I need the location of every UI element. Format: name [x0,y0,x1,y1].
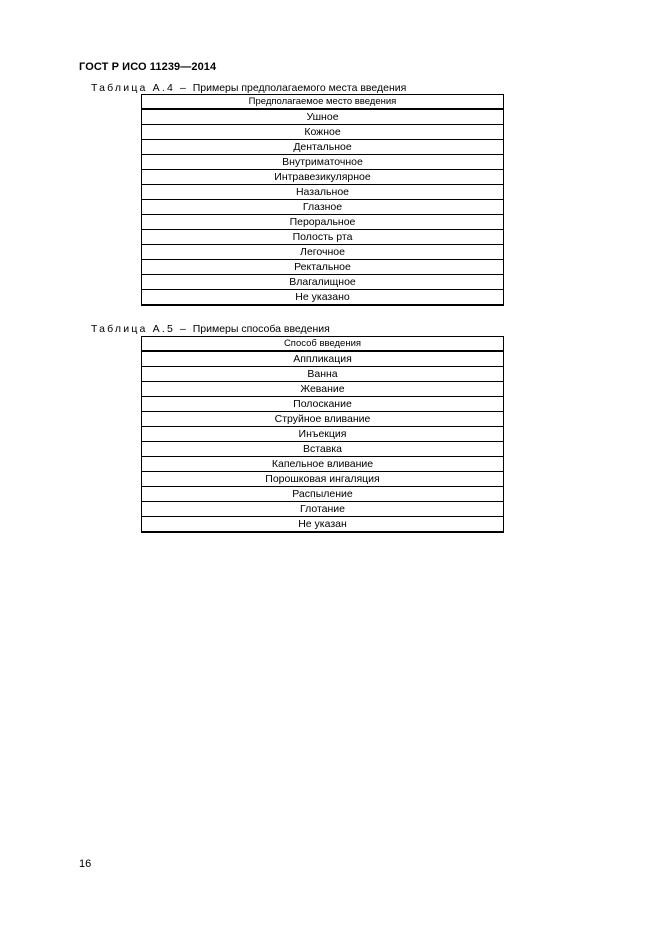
table-row [142,351,504,367]
table-cell: Струйное вливание [142,412,504,427]
table-row [142,412,504,427]
table-cell: Глазное [142,200,504,215]
document-standard-id: ГОСТ Р ИСО 11239—2014 [79,61,217,73]
table-row [142,230,504,245]
table-row [142,517,504,533]
table-cell: Влагалищное [142,275,504,290]
table-cell: Ректальное [142,260,504,275]
table-cell: Ванна [142,367,504,382]
table-cell: Пероральное [142,215,504,230]
table-cell: Полоскание [142,397,504,412]
table-cell: Полость рта [142,230,504,245]
table-a4-caption-separator: – [179,82,186,94]
table-row [142,487,504,502]
table-a4-caption-title: Примеры предполагаемого места введения [192,82,407,94]
table-row [142,140,504,155]
table-row [142,275,504,290]
table-a5-caption-prefix: Таблица А.5 [91,323,176,335]
table-cell: Интравезикулярное [142,170,504,185]
table-row [142,109,504,125]
table-a4 [141,94,504,306]
table-row [142,472,504,487]
table-cell: Дентальное [142,140,504,155]
table-cell: Не указано [142,290,504,306]
table-cell: Аппликация [293,352,352,365]
table-row [142,427,504,442]
table-cell: Капельное вливание [142,457,504,472]
table-cell: Порошковая ингаляция [142,472,504,487]
table-cell: Инъекция [142,427,504,442]
table-row [142,200,504,215]
table-row [142,260,504,275]
table-row [142,367,504,382]
table-a5 [141,336,504,533]
table-row [142,245,504,260]
table-cell: Ушное [306,110,339,123]
page-number: 16 [79,858,92,870]
table-a5-caption-title: Примеры способа введения [192,323,330,335]
table-header-row [142,95,504,110]
table-row [142,125,504,140]
table-row [142,290,504,306]
table-cell: Внутриматочное [142,155,504,170]
table-a5-caption-separator: – [179,323,186,335]
table-row [142,155,504,170]
table-a4-caption-prefix: Таблица А.4 [91,82,176,94]
table-a5-column-header: Способ введения [142,337,504,352]
table-cell: Вставка [142,442,504,457]
table-row [142,215,504,230]
table-a5-caption [91,323,330,335]
table-row [142,502,504,517]
table-row [142,170,504,185]
table-cell: Кожное [142,125,504,140]
table-row [142,382,504,397]
table-row [142,457,504,472]
table-cell: Назальное [142,185,504,200]
table-cell: Жевание [142,382,504,397]
table-cell: Распыление [142,487,504,502]
table-row [142,397,504,412]
table-a4-caption [91,82,406,94]
table-row [142,442,504,457]
table-cell: Легочное [142,245,504,260]
table-cell: Не указан [142,517,504,533]
table-row [142,185,504,200]
table-header-row [142,337,504,352]
table-cell: Глотание [142,502,504,517]
table-a4-column-header: Предполагаемое место введения [142,95,504,110]
